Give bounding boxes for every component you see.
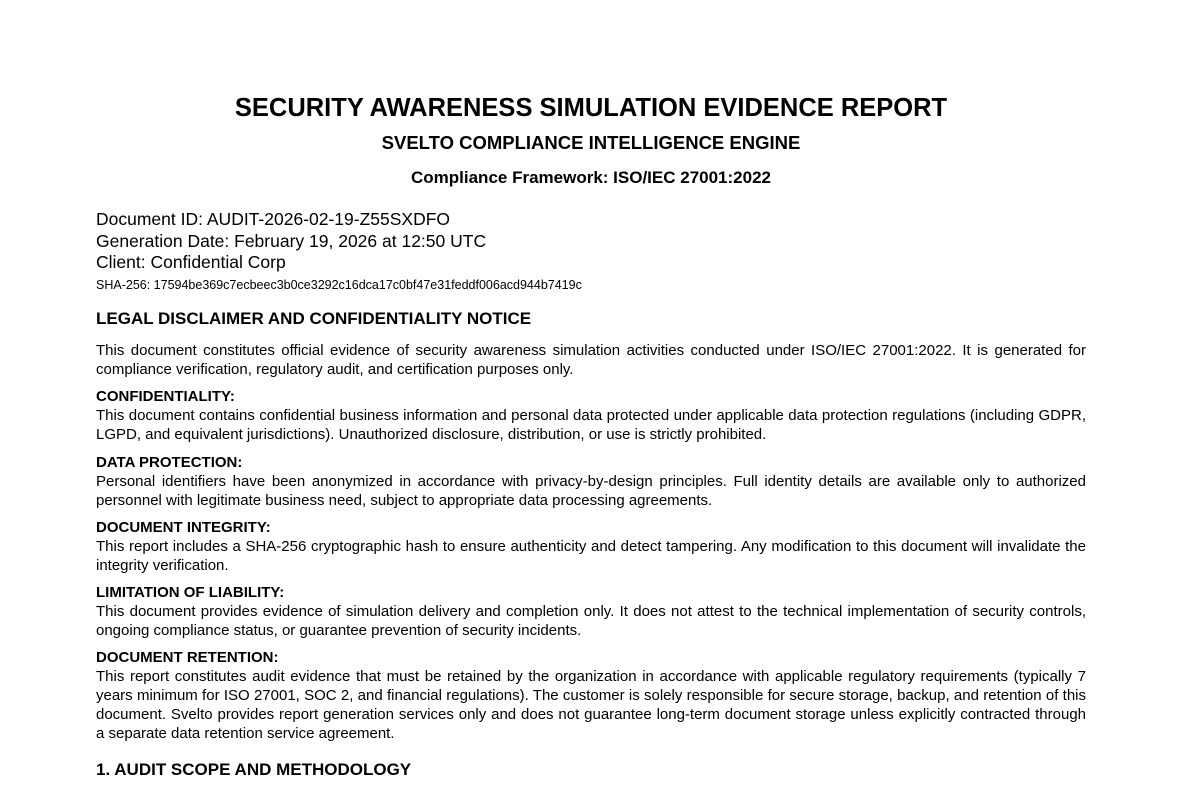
limitation-of-liability-paragraph: This document provides evidence of simulation delivery and completion only. It does not attest to the technical implementation of security controls, ongoing compliance status, or guarantee prevention of security incidents. <box>96 603 1086 639</box>
data-protection-paragraph: Personal identifiers have been anonymized in accordance with privacy-by-design principles. Full identity details are available only to authorized personnel with legitimate business need, subject to appropriate data processing agreements. <box>96 473 1086 509</box>
sha256-hash: SHA-256: 17594be369c7ecbeec3b0ce3292c16dca17c0bf47e31feddf006acd944b7419c <box>96 278 582 292</box>
limitation-of-liability-heading: LIMITATION OF LIABILITY: <box>96 584 285 601</box>
document-retention-heading: DOCUMENT RETENTION: <box>96 649 279 666</box>
client-name: Client: Confidential Corp <box>96 252 286 272</box>
confidentiality-paragraph: This document contains confidential business information and personal data protected under applicable data protection regulations (including GDPR, LGPD, and equivalent jurisdictions). Unauthorized disclosure, distribution, or use is strictly prohibited. <box>96 407 1086 443</box>
data-protection-heading: DATA PROTECTION: <box>96 454 243 471</box>
document-integrity-heading: DOCUMENT INTEGRITY: <box>96 519 271 536</box>
report-title: SECURITY AWARENESS SIMULATION EVIDENCE REPORT <box>234 94 948 122</box>
legal-intro-paragraph: This document constitutes official evidence of security awareness simulation activities conducted under ISO/IEC 27001:2022. It is generated for compliance verification, regulatory audit, and certification purposes only. <box>96 342 1086 378</box>
document-id: Document ID: AUDIT-2026-02-19-Z55SXDFO <box>96 209 451 229</box>
document-integrity-paragraph: This report includes a SHA-256 cryptographic hash to ensure authenticity and detect tampering. Any modification to this document will invalidate the integrity verification. <box>96 538 1086 574</box>
compliance-framework: Compliance Framework: ISO/IEC 27001:2022 <box>411 168 771 187</box>
generation-date: Generation Date: February 19, 2026 at 12:50 UTC <box>96 231 487 251</box>
audit-scope-heading: 1. AUDIT SCOPE AND METHODOLOGY <box>96 760 412 779</box>
legal-disclaimer-heading: LEGAL DISCLAIMER AND CONFIDENTIALITY NOTICE <box>96 309 532 328</box>
document-retention-paragraph: This report constitutes audit evidence that must be retained by the organization in accordance with applicable regulatory requirements (typically 7 years minimum for ISO 27001, SOC 2, and financial regulations). The customer is solely responsible for secure storage, backup, and retention of this document. Svelto provides report generation services only and does not guarantee long-term document storage unless explicitly contracted through a separate data retention service agreement. <box>96 668 1086 742</box>
confidentiality-heading: CONFIDENTIALITY: <box>96 388 235 405</box>
report-subtitle: SVELTO COMPLIANCE INTELLIGENCE ENGINE <box>381 132 801 153</box>
